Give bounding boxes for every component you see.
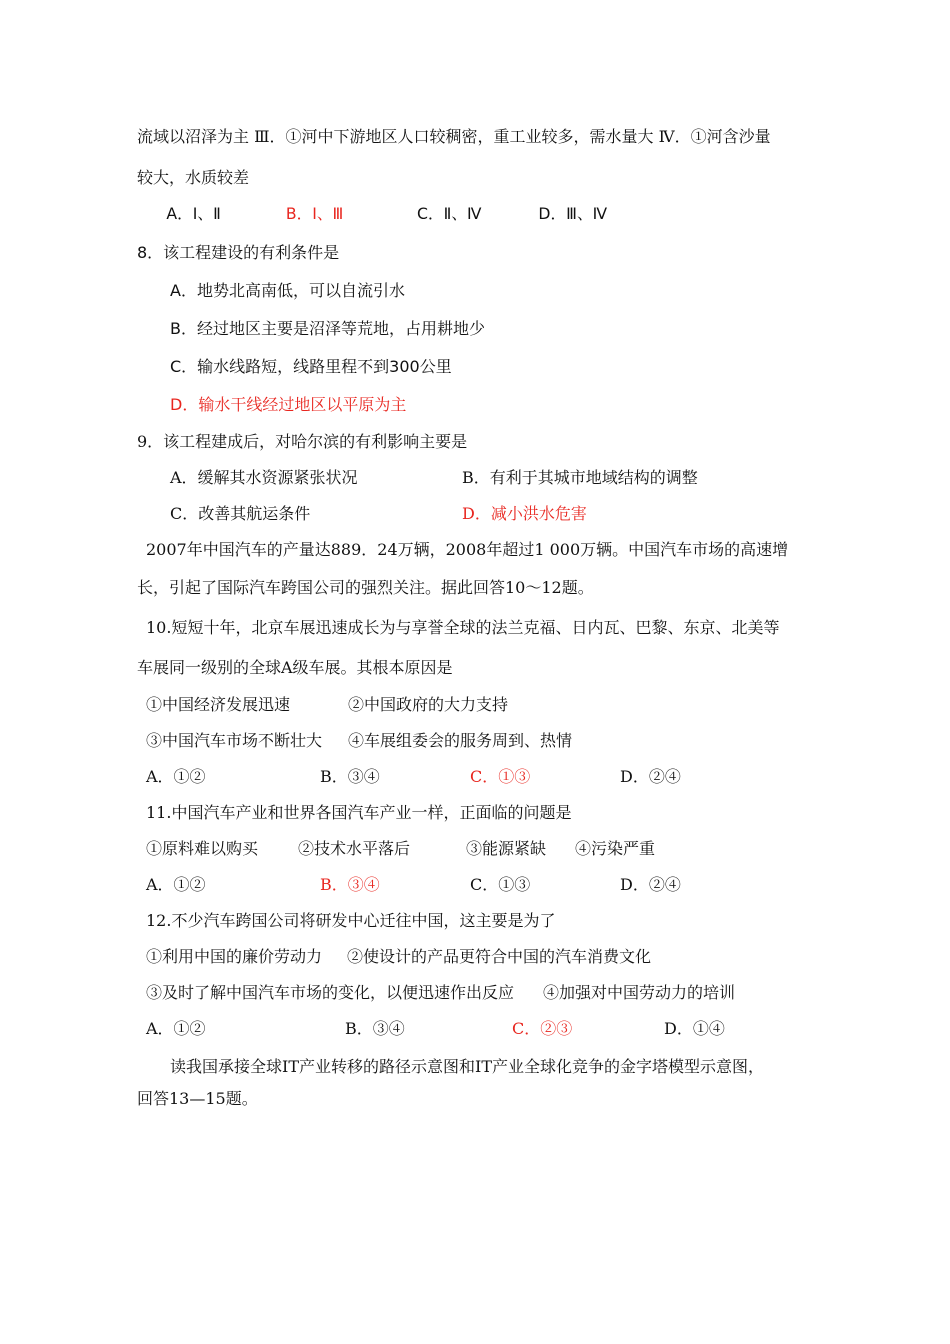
passage1-line2: 长，引起了国际汽车跨国公司的强烈关注。据此回答10～12题。 (137, 578, 594, 597)
q11-option-d: D．②④ (620, 875, 681, 894)
q10-item-1: ①中国经济发展迅速 (146, 695, 291, 714)
q8-option-a: A．地势北高南低，可以自流引水 (170, 281, 405, 300)
passage2-line2: 回答13—15题。 (137, 1089, 258, 1108)
q10-option-c-answer: C．①③ (470, 767, 531, 786)
q12-stem: 12.不少汽车跨国公司将研发中心迁往中国，这主要是为了 (146, 911, 556, 930)
q10-item-2: ②中国政府的大力支持 (348, 695, 509, 714)
q12-item-2: ②使设计的产品更符合中国的汽车消费文化 (347, 947, 652, 966)
q11-option-b-answer: B．③④ (320, 875, 380, 894)
q9-stem: 9．该工程建成后，对哈尔滨的有利影响主要是 (137, 432, 468, 451)
q9-option-c: C．改善其航运条件 (170, 504, 311, 523)
q11-item-3: ③能源紧缺 (466, 839, 547, 858)
q8-stem: 8．该工程建设的有利条件是 (137, 243, 340, 262)
q12-option-d: D．①④ (664, 1019, 725, 1038)
q10-stem-line1: 10.短短十年，北京车展迅速成长为与享誉全球的法兰克福、日内瓦、巴黎、东京、北美等 (146, 618, 780, 637)
passage1-line1: 2007年中国汽车的产量达889．24万辆，2008年超过1 000万辆。中国汽车市场的高速增 (146, 540, 789, 559)
q10-item-4: ④车展组委会的服务周到、热情 (348, 731, 573, 750)
q7-option-a: A．Ⅰ、Ⅱ (166, 204, 221, 223)
q12-item-3: ③及时了解中国汽车市场的变化，以便迅速作出反应 (146, 983, 515, 1002)
q11-item-4: ④污染严重 (575, 839, 656, 858)
q10-item-3: ③中国汽车市场不断壮大 (146, 731, 323, 750)
q9-option-d-answer: D．减小洪水危害 (462, 504, 587, 523)
q9-option-b: B．有利于其城市地域结构的调整 (462, 468, 698, 487)
passage2-line1: 读我国承接全球IT产业转移的路径示意图和IT产业全球化竞争的金字塔模型示意图， (170, 1057, 764, 1076)
q10-option-b: B．③④ (320, 767, 380, 786)
q10-option-d: D．②④ (620, 767, 681, 786)
q12-item-1: ①利用中国的廉价劳动力 (146, 947, 323, 966)
q7-continuation-line1: 流域以沼泽为主 Ⅲ．①河中下游地区人口较稠密，重工业较多，需水量大 Ⅳ．①河含沙量 (137, 127, 771, 146)
q7-option-c: C．Ⅱ、Ⅳ (417, 204, 482, 223)
q8-option-b: B．经过地区主要是沼泽等荒地，占用耕地少 (170, 319, 485, 338)
q11-option-c: C．①③ (470, 875, 531, 894)
q8-option-d-answer: D．输水干线经过地区以平原为主 (170, 395, 407, 414)
q12-option-a: A．①② (146, 1019, 206, 1038)
q7-continuation-line2: 较大，水质较差 (137, 168, 250, 187)
q11-option-a: A．①② (146, 875, 206, 894)
q10-option-a: A．①② (146, 767, 206, 786)
q12-item-4: ④加强对中国劳动力的培训 (543, 983, 736, 1002)
q8-option-c: C．输水线路短，线路里程不到300公里 (170, 357, 452, 376)
q12-option-b: B．③④ (345, 1019, 405, 1038)
q7-option-b-answer: B．Ⅰ、Ⅲ (285, 204, 344, 223)
q11-item-2: ②技术水平落后 (298, 839, 411, 858)
q7-option-d: D．Ⅲ、Ⅳ (538, 204, 608, 223)
q11-stem: 11.中国汽车产业和世界各国汽车产业一样，正面临的问题是 (146, 803, 572, 822)
q9-option-a: A．缓解其水资源紧张状况 (170, 468, 358, 487)
q12-option-c-answer: C．②③ (512, 1019, 573, 1038)
q11-item-1: ①原料难以购买 (146, 839, 259, 858)
q10-stem-line2: 车展同一级别的全球A级车展。其根本原因是 (137, 658, 453, 677)
